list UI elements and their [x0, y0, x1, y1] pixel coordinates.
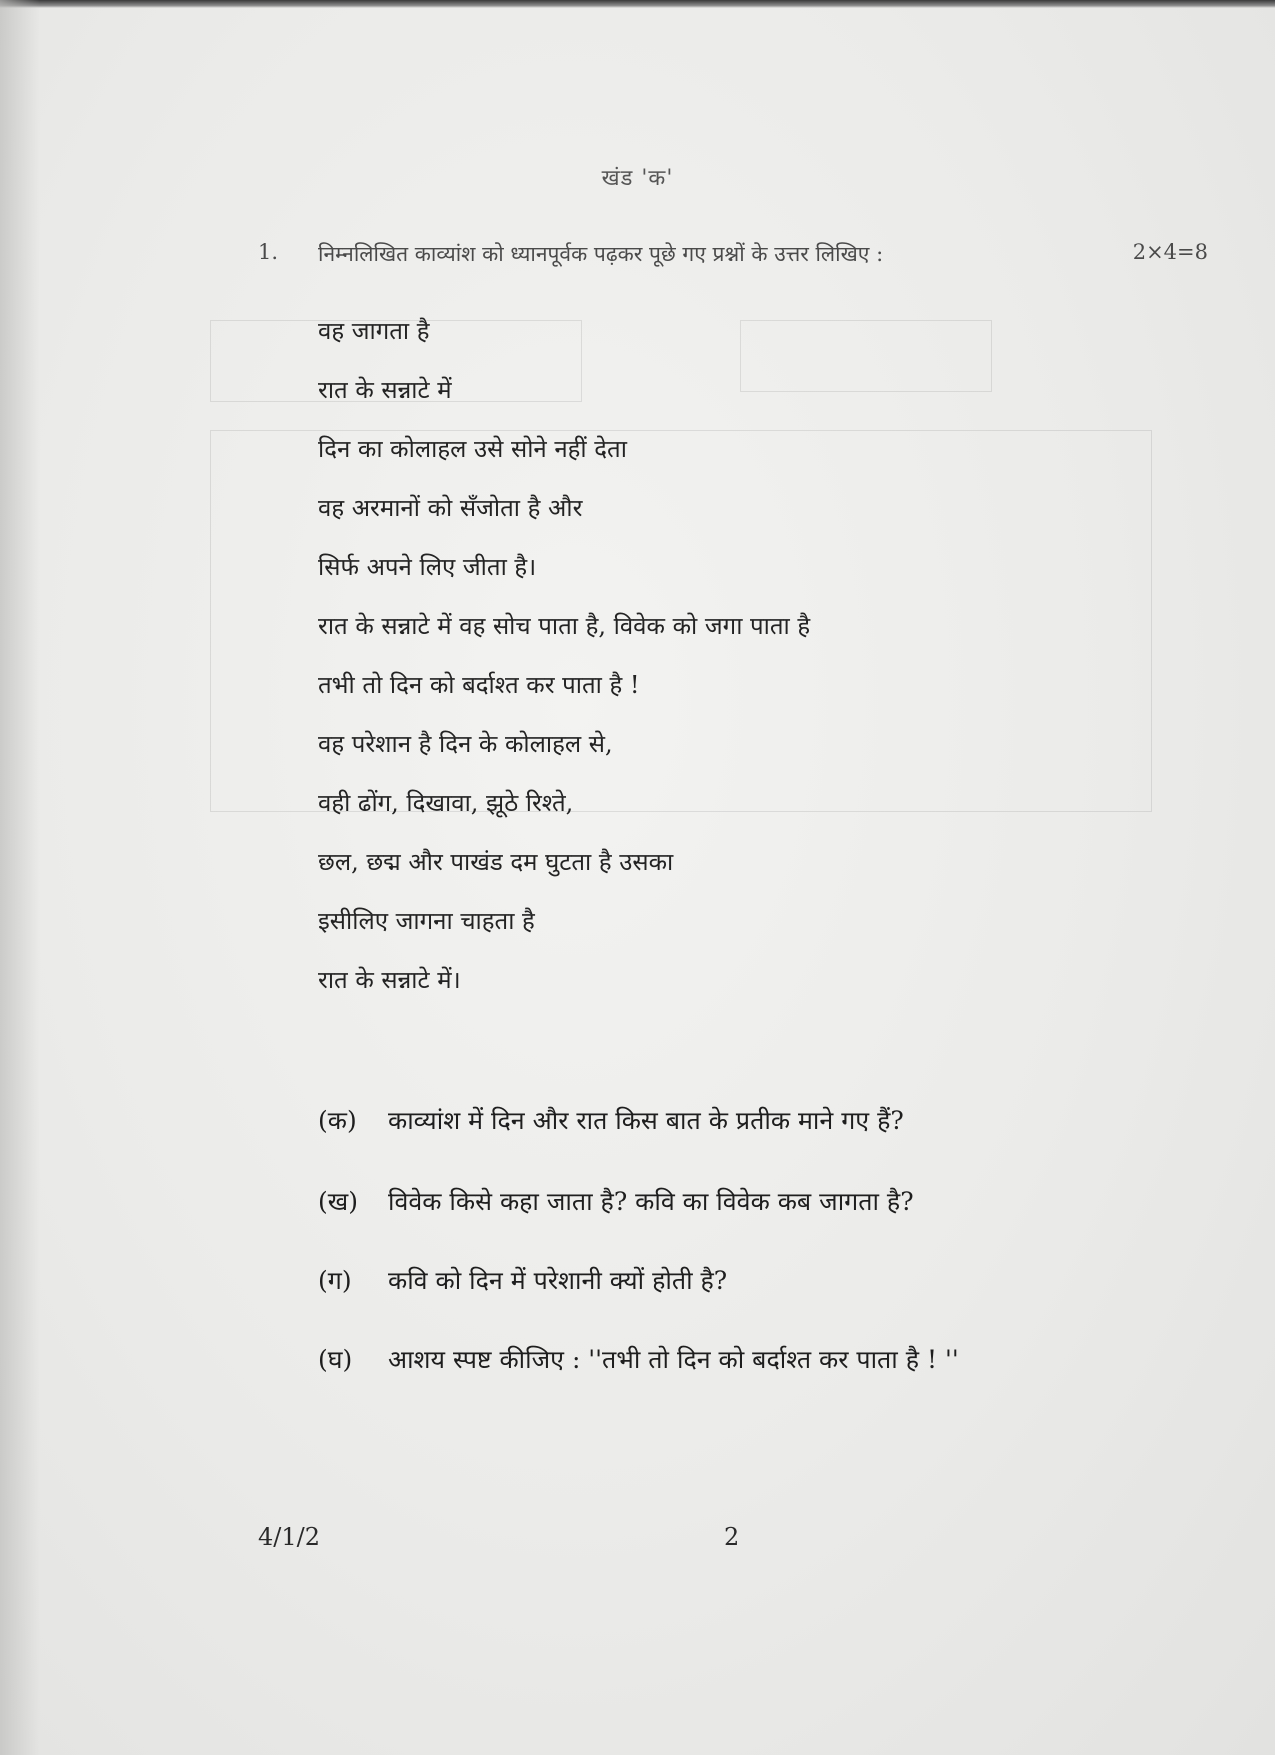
poem-line: वही ढोंग, दिखावा, झूठे रिश्ते,	[318, 789, 574, 817]
section-title: खंड 'क'	[601, 166, 674, 191]
poem-line: इसीलिए जागना चाहता है	[318, 907, 535, 935]
subquestion-text: काव्यांश में दिन और रात किस बात के प्रतीक माने गए हैं?	[388, 1106, 904, 1135]
poem-passage	[318, 316, 1118, 1024]
question-number: 1.	[258, 240, 279, 264]
question-instruction: निम्नलिखित काव्यांश को ध्यानपूर्वक पढ़कर पूछे गए प्रश्नों के उत्तर लिखिए :	[318, 242, 884, 266]
page-number: 2	[724, 1523, 740, 1551]
scan-left-shadow	[0, 0, 40, 1755]
poem-line: छल, छद्म और पाखंड दम घुटता है उसका	[318, 848, 674, 876]
poem-line: रात के सन्नाटे में	[318, 376, 452, 404]
poem-line: तभी तो दिन को बर्दाश्त कर पाता है !	[318, 671, 640, 699]
subquestion-label: (घ)	[318, 1345, 353, 1374]
subquestion-ga	[318, 1263, 1158, 1297]
poem-line: वह परेशान है दिन के कोलाहल से,	[318, 730, 613, 758]
subquestion-label: (क)	[318, 1106, 357, 1135]
subquestion-label: (ग)	[318, 1266, 352, 1295]
subquestion-text: विवेक किसे कहा जाता है? कवि का विवेक कब जागता है?	[388, 1187, 914, 1216]
subquestion-text: आशय स्पष्ट कीजिए : ''तभी तो दिन को बर्दाश्त कर पाता है ! ''	[388, 1345, 959, 1374]
poem-line: वह अरमानों को सँजोता है और	[318, 494, 583, 522]
poem-line: वह जागता है	[318, 317, 430, 345]
subquestion-text: कवि को दिन में परेशानी क्यों होती है?	[388, 1266, 728, 1295]
subquestion-gha	[318, 1342, 1158, 1376]
paper-code: 4/1/2	[258, 1523, 320, 1551]
poem-line: रात के सन्नाटे में।	[318, 966, 461, 994]
subquestion-label: (ख)	[318, 1187, 358, 1216]
poem-line: सिर्फ अपने लिए जीता है।	[318, 553, 537, 581]
scan-top-edge	[0, 0, 1275, 8]
question-marks: 2×4=8	[1132, 240, 1208, 264]
subquestion-ka	[318, 1103, 1158, 1137]
subquestion-kha	[318, 1184, 1158, 1218]
poem-line: रात के सन्नाटे में वह सोच पाता है, विवेक को जगा पाता है	[318, 612, 811, 640]
poem-line: दिन का कोलाहल उसे सोने नहीं देता	[318, 435, 627, 463]
